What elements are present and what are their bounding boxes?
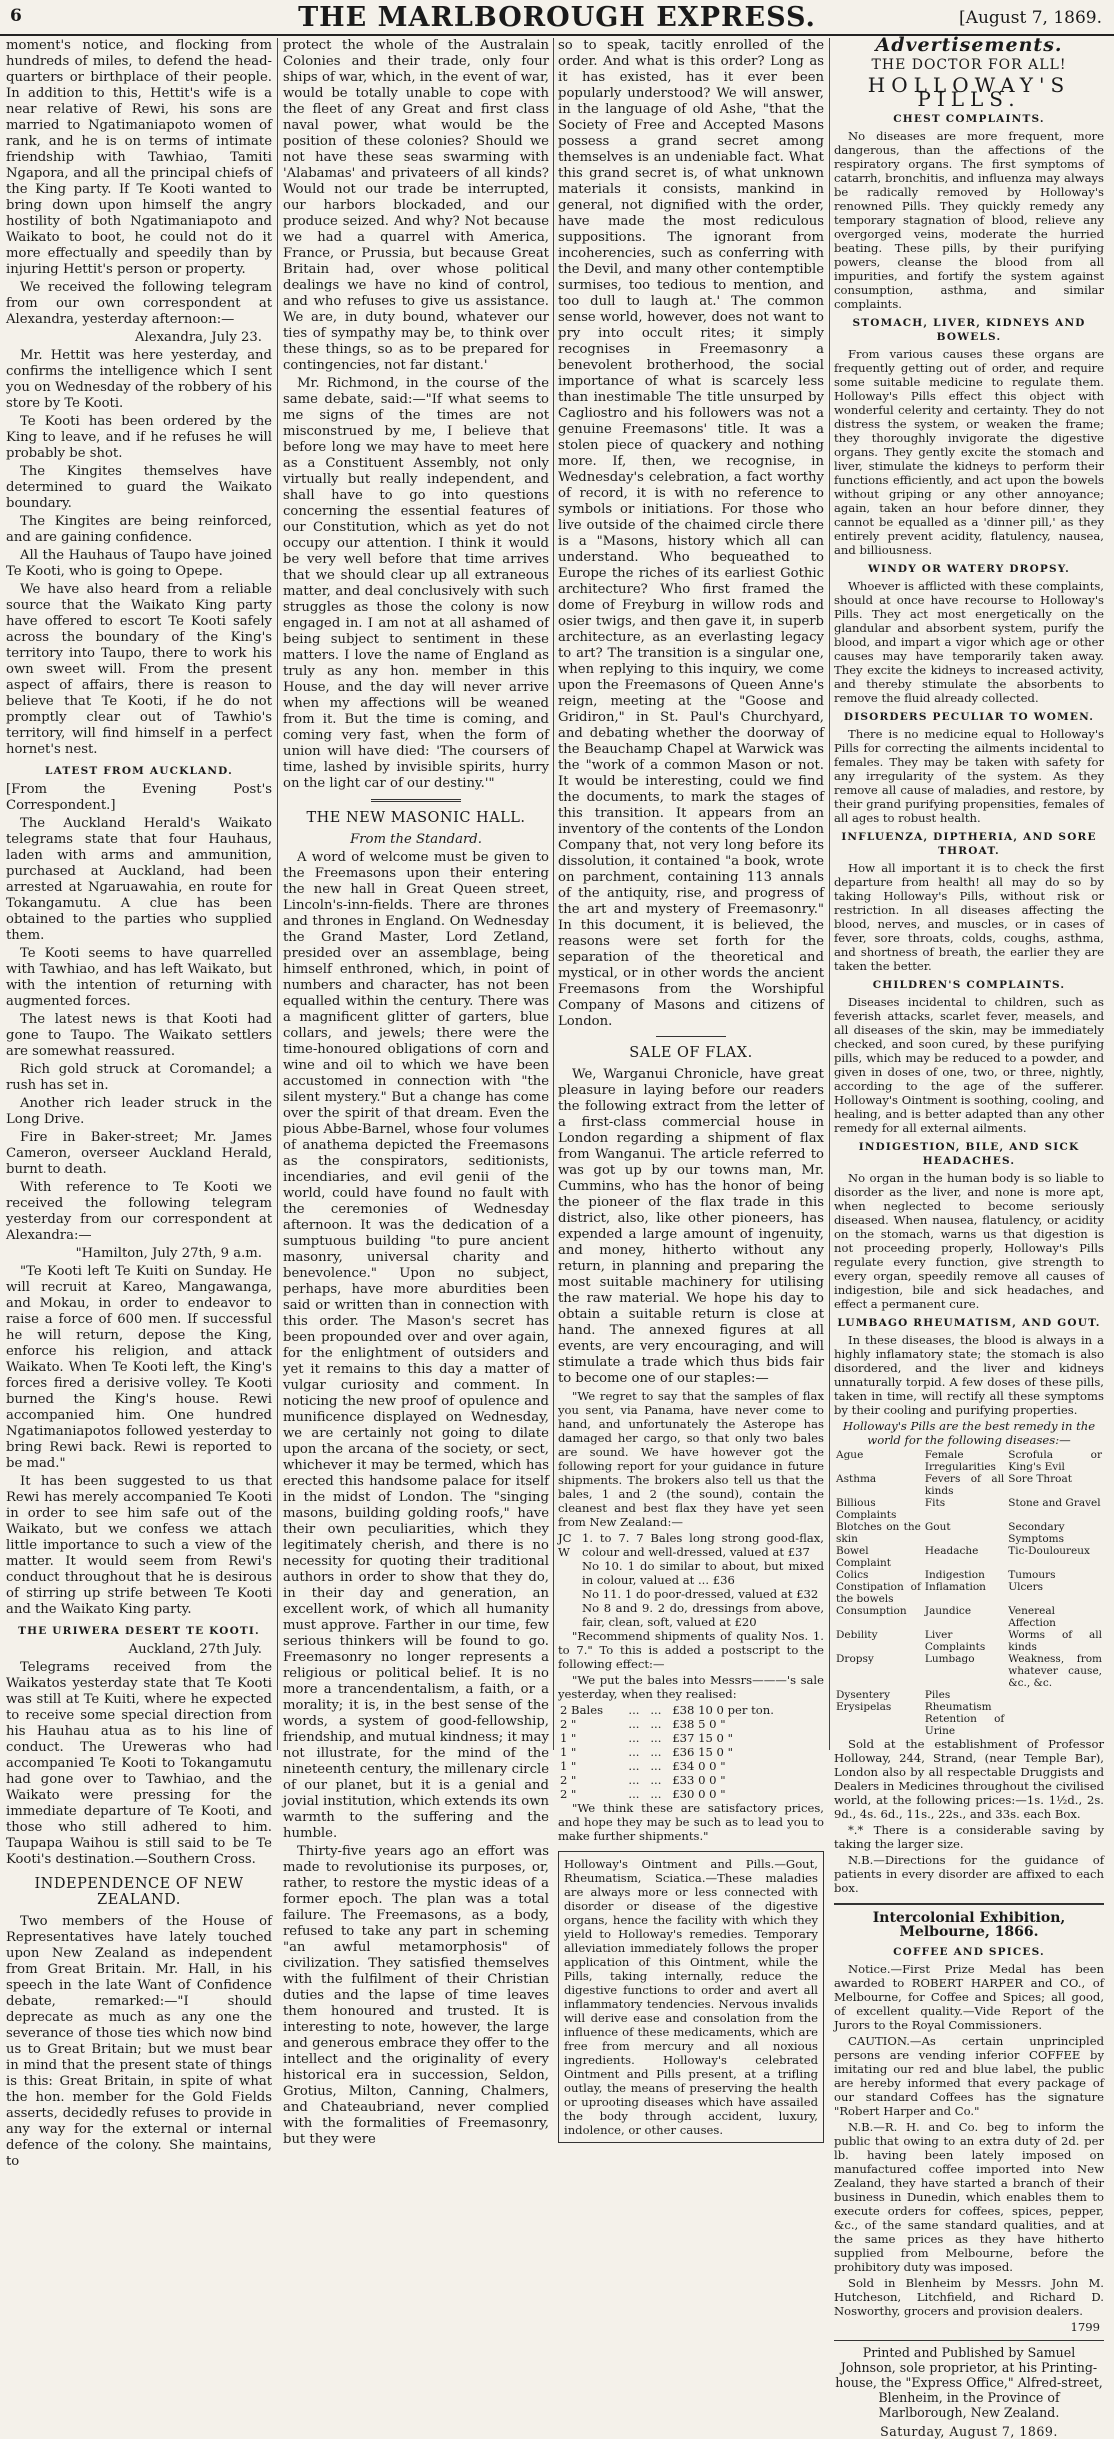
paragraph: Holloway's Pills are the best remedy in the world for the following diseases:— [842, 1419, 1096, 1447]
imprint: Printed and Published by Samuel Johnson, sole proprietor, at his Printing-house, the "Express Office," Alfred-street, Blenheim, in the Province of Marlborough, New Zealand. [835, 2345, 1103, 2420]
paragraph: With reference to Te Kooti we received the following telegram yesterday from our correspondent at Alexandra:— [6, 1180, 272, 1243]
column-4 [834, 34, 1104, 2439]
table-cell: Liver Complaints [924, 1629, 986, 1653]
table-cell: Lumbago [924, 1653, 975, 1665]
advertisements-heading: Advertisements. [875, 34, 1063, 56]
paragraph: Sold at the establishment of Professor Holloway, 244, Strand, (near Temple Bar), London also by all respectable Druggists and Dealers in Medicines throughout the civilised world, at the following prices:—1s. 1½d., 2s. 9d., 4s. 6d., 11s., 22s., and 33s. each Box. [834, 1737, 1104, 1821]
sales-row [558, 1703, 824, 1717]
table-cell: £38 5 0 " [672, 1717, 726, 1731]
table-cell: Sore Throat [1008, 1473, 1072, 1485]
subheading: LATEST FROM AUCKLAND. [45, 765, 233, 777]
table-cell: ... [650, 1745, 662, 1759]
paragraph: The Kingites themselves have determined to guard the Waikato boundary. [6, 464, 272, 511]
paragraph: "Te Kooti left Te Kuiti on Sunday. He will recruit at Kareo, Mangawanga, and Mokau, in order to endeavor to raise a force of 600 men. If successful he will return, depose the King, enforce his religion, and attack Waikato. When Te Kooti left, the King's forces fired a derisive volley. Te Kooti burned the King's house. Rewi accompanied him. One hundred Ngatimaniapotos followed yesterday to bring Rewi back. Rewi is reported to be mad." [6, 1264, 272, 1471]
paragraph: Notice.—First Prize Medal has been awarded to ROBERT HARPER and CO., of Melbourne, for Coffee and Spices; all good, of excellent quality.—Vide Report of the Jurors to the Royal Commissioners. [834, 1962, 1104, 2032]
lot-entry: No 11. 1 do poor-dressed, valued at £32 [582, 1587, 819, 1601]
sales-row [558, 1717, 824, 1731]
section-divider [834, 2340, 1104, 2341]
subheading: DISORDERS PECULIAR TO WOMEN. [843, 711, 1095, 723]
article-headline: SALE OF FLAX. [629, 1045, 753, 1061]
table-cell: 1 " [560, 1759, 577, 1773]
table-cell: Fevers of all kinds [924, 1473, 1005, 1497]
table-cell: Rheumatism [924, 1701, 992, 1713]
paragraph: From various causes these organs are frequently getting out of order, and require some suitable medicine to regulate them. Holloway's Pills effect this object with wonderful celerity and certainty. They do not distress the system, or weaken the frame; they thoroughly invigorate the digestive organs. They gently excite the stomach and liver, stimulate the kidneys to perform their functions efficiently, and act upon the bowels without griping or any other annoyance; again, taken an hour before dinner, they cannot be equalled as a 'dinner pill,' as they entirely prevent acidity, flatulency, nausea, and billiousness. [834, 347, 1104, 557]
paragraph: There is no medicine equal to Holloway's Pills for correcting the ailments incidental to females. They may be taken with safety for any irregularity of the system. As they remove all cause of maladies, and restore, by their grand purifying propensities, females of all ages to robust health. [834, 727, 1104, 825]
diseases-row [834, 1581, 1104, 1605]
paragraph: A word of welcome must be given to the Freemasons upon their entering the new hall in Great Queen street, Lincoln's-inn-fields. There are thrones and thrones in England. On Wednesday the Grand Master, Lord Zetland, presided over an assemblage, being himself enthroned, which, in point of numbers and character, has not been equalled within the century. There was a magnificent glitter of garters, blue collars, and jewels; there were the time-honoured obligations of corn and wine and oil to which we have been accustomed in connection with "the silent mystery." But a change has come over the spirit of that dream. Even the pious Abbe-Barnel, whose four volumes of anathema depicted the Freemasons as the conspirators, seditionists, incendiaries, and evil genii of the world, could have found no fault with the ceremonies of Wednesday afternoon. It was the dedication of a sumptuous building "to pure ancient masonry, universal charity and benevolence." Upon no subject, perhaps, have more aburdities been said or written than in connection with this order. The Mason's secret has been propounded over and over again, for the enlightment of outsiders and yet it remains to this day a matter of vulgar curiosity and comment. In noticing the new proof of opulence and munificence displayed on Wednesday, we are certainly not going to dilate upon the arcana of the society, or sect, whichever it may be termed, which has erected this handsome palace for itself in the midst of London. The "singing masons, building golding roofs," have their own peculiarities, which they legitimately cherish, and there is no necessity for quoting their traditional authors in order to show that they do, in their day and generation, an excellent work, of which all humanity must approve. Farther in our time, few serious thinkers will be found to go. Freemasonry no longer represents a religious or political belief. It is no more a trancendentalism, a faith, or a morality; it is, in the best sense of the words, a system of good-fellowship, friendship, and mutual kindness; it may not illustrate, for the mind of the nineteenth century, the millenary circle of our planet, but it is a genial and jovial institution, which extends its own warmth to the suffering and the humble. [283, 850, 549, 1841]
diseases-row [834, 1605, 1104, 1629]
table-cell: Piles [924, 1689, 951, 1701]
table-cell: Female Irregularities [924, 1449, 996, 1473]
diseases-row [834, 1497, 1104, 1521]
paragraph: N.B.—Directions for the guidance of patients in every disorder are affixed to each box. [834, 1853, 1104, 1895]
sales-row [558, 1773, 824, 1787]
diseases-row [834, 1701, 1104, 1713]
dateline: "Hamilton, July 27th, 9 a.m. [75, 1246, 262, 1261]
table-cell: Secondary Symptoms [1008, 1521, 1065, 1545]
table-cell: Tumours [1008, 1569, 1056, 1581]
table-cell [1006, 1689, 1104, 1701]
column-1 [6, 38, 272, 2169]
table-cell: Indigestion [924, 1569, 985, 1581]
table-cell: Fits [924, 1497, 946, 1509]
paragraph: We received the following telegram from our own correspondent at Alexandra, yesterday afternoon:— [6, 280, 272, 327]
table-cell: Venereal Affection [1008, 1605, 1056, 1629]
diseases-row [834, 1545, 1104, 1569]
table-cell: Asthma [836, 1473, 877, 1485]
holloway-notice-box: Holloway's Ointment and Pills.—Gout, Rheumatism, Sciatica.—These maladies are always more or less connected with disorder or disease of the digestive organs, hence the facility with which they yield to Holloway's remedies. Temporary alleviation immediately follows the proper application of this Ointment, while the Pills, taking internally, reduce the digestive functions to order and avert all inflammatory tendencies. Nervous invalids will derive ease and consolation from the influence of these medicaments, which are free from mercury and all noxious ingredients. Holloway's celebrated Ointment and Pills present, at a trifling outlay, the means of preserving the health or uprooting diseases which have assailed the body through accident, luxury, indolence, or other causes. [558, 1851, 824, 2143]
paragraph: Thirty-five years ago an effort was made to revolutionise its purposes, or, rather, to restore the mystic ideas of a former epoch. The plan was a total failure. The Freemasons, as a body, refused to take any part in scheming "an awful metamorphosis" of civilization. They satisfied themselves with the fulfilment of their Christian duties and the lapse of time leaves them honoured and trusted. It is interesting to note, however, the large and generous embrace they offer to the intellect and the originality of every historical era in succession, Seldon, Grotius, Milton, Canning, Chalmers, and Chateaubriand, never complied with the formalities of Freemasonry, but they were [283, 1844, 549, 2147]
table-cell: 2 " [560, 1717, 577, 1731]
subheading: LUMBAGO RHEUMATISM, AND GOUT. [837, 1317, 1101, 1329]
page-number: 6 [10, 6, 22, 26]
newspaper-title: THE MARLBOROUGH EXPRESS. [298, 2, 816, 33]
paragraph: Mr. Richmond, in the course of the same debate, said:—"If what seems to me signs of the times are not misconstrued by me, I believe that before long we may have to meet here as a Constituent Assembly, not only virtually but really independent, and shall have to go into questions concerning the essential features of our Constitution, which as yet do not occupy our attention. I think it would be very well before that time arrives that we should clear up all extraneous matter, and deal conclusively with such struggles as those the colony is now engaged in. I am not at all ashamed of being subject to sentiment in these matters. I love the name of England as truly as any hon. member in this House, and the day will never arrive when my affections will be weaned from it. But the time is coming, and coming very fast, when the form of union will have died: 'The coursers of time, lashed by invisible spirits, hurry on the light car of our destiny.'" [283, 376, 549, 791]
lot-entry: No 10. 1 do similar to about, but mixed in colour, valued at ... £36 [582, 1559, 824, 1587]
sales-row [558, 1759, 824, 1773]
paragraph: We have also heard from a reliable source that the Waikato King party have offered to escort Te Kooti safely across the boundary of the King's territory into Taupo, there to work his own sweet will. From the present aspect of affairs, there is reason to believe that Te Kooti, if he do not promptly clear out of Tawhio's territory, will find himself in a perfect hornet's nest. [6, 582, 272, 757]
sales-row [558, 1731, 824, 1745]
issue-date: [August 7, 1869. [959, 8, 1102, 28]
subheading: THE URIWERA DESERT TE KOOTI. [18, 1625, 260, 1637]
table-cell: 2 " [560, 1787, 577, 1801]
column-rule [829, 38, 830, 1750]
paragraph: We, Warganui Chronicle, have great pleasure in laying before our readers the following extract from the letter of a first-class commercial house in London regarding a shipment of flax from Wanganui. The article referred to was got up by our towns man, Mr. Cummins, who has the honor of being the pioneer of the flax trade in this district, also, like other pioneers, has expended a large amount of ingenuity, and money, hitherto without any return, in planning and preparing the most suitable machinery for utilising the raw material. We hope his day to obtain a suitable return is close at hand. The annexed figures at all events, are very encouraging, and will stimulate a trade which thus bids fair to become one of our staples:— [558, 1067, 824, 1386]
ad-heading: Intercolonial Exhibition, Melbourne, 1866. [872, 1910, 1066, 1940]
paragraph: No organ in the human body is so liable to disorder as the liver, and none is more apt, when neglected to become seriously diseased. When nausea, flatulency, or acidity on the stomach, warns us that digestion is not proceeding properly, Holloway's Pills regulate every function, give strength to every organ, speedily remove all causes of indigestion, bile and sick headaches, and effect a permanent cure. [834, 1171, 1104, 1311]
imprint-date: Saturday, August 7, 1869. [880, 2424, 1058, 2439]
table-cell: 2 Bales [560, 1703, 604, 1717]
diseases-row [834, 1473, 1104, 1497]
table-cell: ... [628, 1773, 640, 1787]
table-cell: ... [650, 1773, 662, 1787]
section-divider [656, 1036, 726, 1037]
table-cell: ... [650, 1731, 662, 1745]
table-cell: Weakness, from whatever cause, &c., &c. [1008, 1653, 1102, 1689]
table-cell: Jaundice [924, 1605, 972, 1617]
table-cell: Dysentery [836, 1689, 891, 1701]
table-cell: 1 " [560, 1731, 577, 1745]
lot-mark: JC W [558, 1531, 572, 1559]
diseases-row [834, 1653, 1104, 1689]
paragraph: Another rich leader struck in the Long Drive. [6, 1096, 272, 1127]
sales-row [558, 1745, 824, 1759]
paragraph: How all important it is to check the first departure from health! all may do so by taking Holloway's Pills, without risk or restriction. In all diseases affecting the blood, nerves, and muscles, or in cases of fever, sore throats, colds, coughs, asthma, and shortness of breath, the earlier they are taken the better. [834, 861, 1104, 973]
subheading: INFLUENZA, DIPTHERIA, AND SORE THROAT. [841, 831, 1097, 857]
table-cell: ... [650, 1759, 662, 1773]
table-cell: ... [628, 1759, 640, 1773]
paragraph: In these diseases, the blood is always in a highly inflamatory state; the stomach is also disordered, and the liver and kidneys unnaturally torpid. A few doses of these pills, taken in time, will rectify all these symptoms by their cooling and purifying properties. [834, 1333, 1104, 1417]
dateline: Auckland, 27th July. [128, 1642, 262, 1657]
ad-title: HOLLOWAY'S PILLS. [867, 73, 1071, 111]
masthead [0, 0, 1114, 36]
ad-heading: THE DOCTOR FOR ALL! [871, 57, 1067, 73]
subheading: WINDY OR WATERY DROPSY. [867, 563, 1070, 575]
table-cell: Bowel Complaint [836, 1545, 891, 1569]
column-2 [283, 38, 549, 2147]
paragraph: Te Kooti seems to have quarrelled with Tawhiao, and has left Waikato, but with the intention of returning with augmented forces. [6, 946, 272, 1009]
paragraph: Fire in Baker-street; Mr. James Cameron, overseer Auckland Herald, burnt to death. [6, 1130, 272, 1177]
subheading: CHILDREN'S COMPLAINTS. [872, 979, 1066, 991]
table-cell: £37 15 0 " [672, 1731, 733, 1745]
table-cell [834, 1713, 923, 1737]
paragraph: "We think these are satisfactory prices, and hope they may be such as to lead you to make further shipments." [558, 1801, 824, 1843]
paragraph: *.* There is a considerable saving by taking the larger size. [834, 1823, 1104, 1851]
table-cell: Colics [836, 1569, 869, 1581]
table-cell: ... [628, 1731, 640, 1745]
table-cell: ... [628, 1787, 640, 1801]
table-cell: Debility [836, 1629, 878, 1641]
diseases-row [834, 1713, 1104, 1737]
table-cell: £33 0 0 " [672, 1773, 726, 1787]
ad-reference-number: 1799 [1070, 2320, 1100, 2334]
section-divider [834, 1903, 1104, 1905]
table-cell: Tic-Douloureux [1008, 1545, 1090, 1557]
table-cell: ... [628, 1745, 640, 1759]
table-cell: Scrofula or King's Evil [1008, 1449, 1102, 1473]
diseases-row [834, 1629, 1104, 1653]
subheading: INDIGESTION, BILE, AND SICK HEADACHES. [858, 1141, 1080, 1167]
flax-lots [558, 1531, 824, 1629]
table-cell: ... [650, 1703, 662, 1717]
column-rule [553, 38, 554, 1750]
credit-line: [From the Evening Post's Correspondent.] [6, 782, 272, 813]
sales-table-body [558, 1703, 824, 1801]
diseases-table-body [834, 1449, 1104, 1737]
table-cell [1006, 1713, 1104, 1737]
table-cell: ... [650, 1787, 662, 1801]
lot-entry: 1. to 7. 7 Bales long strong good-flax, colour and well-dressed, valued at £37 [582, 1531, 824, 1559]
paragraph: Sold in Blenheim by Messrs. John M. Hutcheson, Litchfield, and Richard D. Nosworthy, grocers and provision dealers. [834, 2276, 1104, 2318]
paragraph: "Recommend shipments of quality Nos. 1. to 7." To this is added a postscript to the following effect:— [558, 1629, 824, 1671]
table-cell: Constipation of the bowels [836, 1581, 921, 1605]
table-cell: Headache [924, 1545, 979, 1557]
table-cell: Blotches on the skin [836, 1521, 921, 1545]
table-cell: ... [628, 1703, 640, 1717]
table-cell: 1 " [560, 1745, 577, 1759]
table-cell: 2 " [560, 1773, 577, 1787]
paragraph: CAUTION.—As certain unprincipled persons are vending inferior COFFEE by imitating our red and blue label, the public are hereby informed that every package of our standard Coffees has the signature "Robert Harper and Co." [834, 2034, 1104, 2118]
table-cell: Inflamation [924, 1581, 986, 1593]
paragraph: Two members of the House of Representatives have lately touched upon New Zealand as independent from Great Britain. Mr. Hall, in his speech in the late Want of Confidence debate, remarked:—"I should deprecate as much as any one the severance of those ties which now bind us to Great Britain; but we must bear in mind that the present state of things is this: Great Britain, in spite of what the hon. member for the Gold Fields asserts, decidedly refuses to provide in any way for the external or internal defence of the colony. She maintains, to [6, 1914, 272, 2169]
table-cell: Retention of Urine [924, 1713, 1005, 1737]
table-cell: £34 0 0 " [672, 1759, 726, 1773]
table-cell: £30 0 0 " [672, 1787, 726, 1801]
paragraph: Telegrams received from the Waikatos yesterday state that Te Kooti was still at Te Kuiti, where he expected to receive some special direction from his Hauhau atua as to his line of conduct. The Ureweras who had accompanied Te Kooti to Tokangamutu had gone over to Tawhiao, and the Waikato were pressing for the immediate departure of Te Kooti, and those who still adhered to him. Taupapa Waihou is still said to be Te Kooti's destination.—Southern Cross. [6, 1660, 272, 1867]
paragraph: N.B.—R. H. and Co. beg to inform the public that owing to an extra duty of 2d. per lb. having been lately imposed on manufactured coffee imported into New Zealand, they have started a branch of their business in Dunedin, which enables them to execute orders for coffees, spices, pepper, &c., of the same standard qualities, and at the same prices as they have hitherto supplied from Melbourne, before the prohibitory duty was imposed. [834, 2120, 1104, 2274]
paragraph: Diseases incidental to children, such as feverish attacks, scarlet fever, measels, and all diseases of the skin, may be immediately checked, and soon cured, by these purifying pills, which may be reduced to a powder, and given in doses of one, two, or three, nightly, according to the age of the sufferer. Holloway's Ointment is soothing, cooling, and healing, and is better adapted than any other remedy for all external ailments. [834, 995, 1104, 1135]
table-cell [1006, 1701, 1104, 1713]
section-divider [371, 799, 461, 802]
dateline: Alexandra, July 23. [135, 330, 262, 345]
paragraph: "We put the bales into Messrs———'s sale yesterday, when they realised: [558, 1673, 824, 1701]
diseases-row [834, 1521, 1104, 1545]
paragraph: Mr. Hettit was here yesterday, and confirms the intelligence which I sent you on Wednesday of the robbery of his store by Te Kooti. [6, 348, 272, 411]
article-headline: THE NEW MASONIC HALL. [306, 810, 526, 826]
subheading: COFFEE AND SPICES. [893, 1946, 1045, 1958]
paragraph: protect the whole of the Australain Colonies and their trade, only four ships of war, which, in the event of war, would be totally unable to cope with the fleet of any Great and first class naval power, what would be the position of these colonies? Should we not have these seas swarming with 'Alabamas' and privateers of all kinds? Would not our trade be interrupted, our harbors blockaded, and our produce seized. And why? Not because we had a quarrel with America, France, or Prussia, but because Great Britain had, over whose political dealings we have no kind of control, and who refuses to give us assistance. We are, in duty bound, whatever our ties of sympathy may be, to think over these things, so as to be prepared for contingencies, not far distant.' [283, 38, 549, 373]
paragraph: Rich gold struck at Coromandel; a rush has set in. [6, 1062, 272, 1093]
table-cell: Ulcers [1008, 1581, 1044, 1593]
article-headline: INDEPENDENCE OF NEW ZEALAND. [34, 1876, 244, 1908]
sales-table [558, 1703, 824, 1801]
paragraph: It has been suggested to us that Rewi has merely accompanied Te Kooti in order to see him safe out of the Waikato, but we confess we attach little importance to such a view of the matter. It would seem from Rewi's conduct throughout that he is desirous of stirring up strife between Te Kooti and the Waikato King party. [6, 1474, 272, 1617]
table-cell: Dropsy [836, 1653, 874, 1665]
table-cell: ... [650, 1717, 662, 1731]
credit-line: From the Standard. [350, 832, 482, 847]
subheading: STOMACH, LIVER, KIDNEYS AND BOWELS. [852, 317, 1086, 343]
table-cell: Worms of all kinds [1008, 1629, 1102, 1653]
table-cell: £36 15 0 " [672, 1745, 733, 1759]
table-cell: Erysipelas [836, 1701, 892, 1713]
table-cell: Gout [924, 1521, 951, 1533]
paragraph: so to speak, tacitly enrolled of the order. And what is this order? Long as it has existed, has it ever been popularly understood? We will answer, in the language of old Ashe, "that the Society of Free and Accepted Masons possess a grand secret among themselves is an undeniable fact. What this grand secret is, of what unknown materials it consists, mankind in general, not dignified with the order, have made the most rediculous suppositions. The ignorant from incoherencies, such as conferring with the Devil, and many other contemptible surmises, too tedious to mention, and too dull to laugh at.' The common sense world, however, does not want to pry into occult rites; it simply recognises in Freemasonry a benevolent brotherhood, the social importance of what is scarcely less than inestimable The title unsurped by Cagliostro and his followers was not a genuine Freemasons' title. It was a stolen piece of quackery and nothing more. If, then, we recognise, in Wednesday's celebration, a fact worthy of record, it is with no reference to symbols or initiations. For those who live outside of the chaimed circle there is a "Masons, history which all can understand. Who bequeathed to Europe the riches of its earliest Gothic architecture? Who first framed the dome of Freyburg in willow rods and osier twigs, and then gave it, in superb architecture, as an everlasting legacy to art? The transition is a singular one, when replying to this inquiry, we come upon the Freemasons of Queen Anne's reign, meeting at the "Goose and Gridiron," in St. Paul's Churchyard, and debating whether the doorway of the Beauchamp Chapel at Warwick was the "work of a common Mason or not. It would be interesting, could we find the documents, to mark the stages of this transition. It appears from an inventory of the contents of the London Company that, not very long before its dissolution, it contained "a book, wrote on parchment, containing 113 annals of the antiquity, rise, and progress of the art and mystery of Freemasonry." In this document, it is believed, the reasons were set forth for the separation of the theoretical and mystical, or in other words the ancient Freemasons from the Worshipful Company of Masons and citizens of London. [558, 38, 824, 1029]
sales-row [558, 1787, 824, 1801]
paragraph: The Kingites are being reinforced, and are gaining confidence. [6, 514, 272, 545]
paragraph: The latest news is that Kooti had gone to Taupo. The Waikato settlers are somewhat reassured. [6, 1012, 272, 1059]
subheading: CHEST COMPLAINTS. [893, 113, 1045, 125]
column-3 [558, 38, 824, 2137]
paragraph: "We regret to say that the samples of flax you sent, via Panama, have never come to hand, and unfortunately the Asterope has damaged her cargo, so that only two bales are sound. We have however got the following report for your guidance in future shipments. The brokers also tell us that the bales, 1 and 2 (the sound), contain the cleanest and best flax they have yet seen from New Zealand:— [558, 1389, 824, 1529]
paragraph: Te Kooti has been ordered by the King to leave, and if he refuses he will probably be shot. [6, 414, 272, 461]
column-rule [277, 38, 278, 1750]
table-cell: Ague [836, 1449, 864, 1461]
paragraph: Whoever is afflicted with these complaints, should at once have recourse to Holloway's Pills. They act most energetically on the glandular and absorbent system, purify the blood, and impart a vigor which age or other causes may have temporarily taken away. They excite the kidneys to increased activity, and thereby stimulate the absorbents to remove the fluid already collected. [834, 579, 1104, 705]
table-cell: ... [628, 1717, 640, 1731]
diseases-row [834, 1689, 1104, 1701]
table-cell: Billious Complaints [836, 1497, 897, 1521]
lot-entry: No 8 and 9. 2 do, dressings from above, fair, clean, soft, valued at £20 [582, 1601, 824, 1629]
diseases-table [834, 1449, 1104, 1737]
paragraph: moment's notice, and flocking from hundreds of miles, to defend the head-quarters or birthplace of their people. In addition to this, Hettit's wife is a near relative of Rewi, his sons are married to Ngatimaniapoto women of rank, and he is on terms of intimate friendship with Tawhiao, Tamiti Ngapora, and all the principal chiefs of the King party. If Te Kooti wanted to bring down upon himself the angry hostility of both Ngatimaniapoto and Waikato to boot, he could not do it more effectually and speedily than by injuring Hettit's person or property. [6, 38, 272, 277]
paragraph: All the Hauhaus of Taupo have joined Te Kooti, who is going to Opepe. [6, 548, 272, 579]
paragraph: No diseases are more frequent, more dangerous, than the affections of the respiratory organs. The first symptoms of catarrh, bronchitis, and influenza may always be radically removed by Holloway's renowned Pills. They quickly remedy any temporary stagnation of blood, relieve any overgorged veins, moderate the hurried beating. These pills, by their purifying powers, cleanse the blood from all impurities, and fortify the system against consumption, asthma, and similar complaints. [834, 129, 1104, 311]
table-cell: Consumption [836, 1605, 907, 1617]
paragraph: The Auckland Herald's Waikato telegrams state that four Hauhaus, laden with arms and ammunition, purchased at Auckland, had been arrested at Ngaruawahia, en route for Tokangamutu. A clue has been obtained to the parties who supplied them. [6, 816, 272, 943]
table-cell: Stone and Gravel [1008, 1497, 1101, 1509]
diseases-row [834, 1449, 1104, 1473]
diseases-row [834, 1569, 1104, 1581]
table-cell: £38 10 0 per ton. [672, 1703, 774, 1717]
